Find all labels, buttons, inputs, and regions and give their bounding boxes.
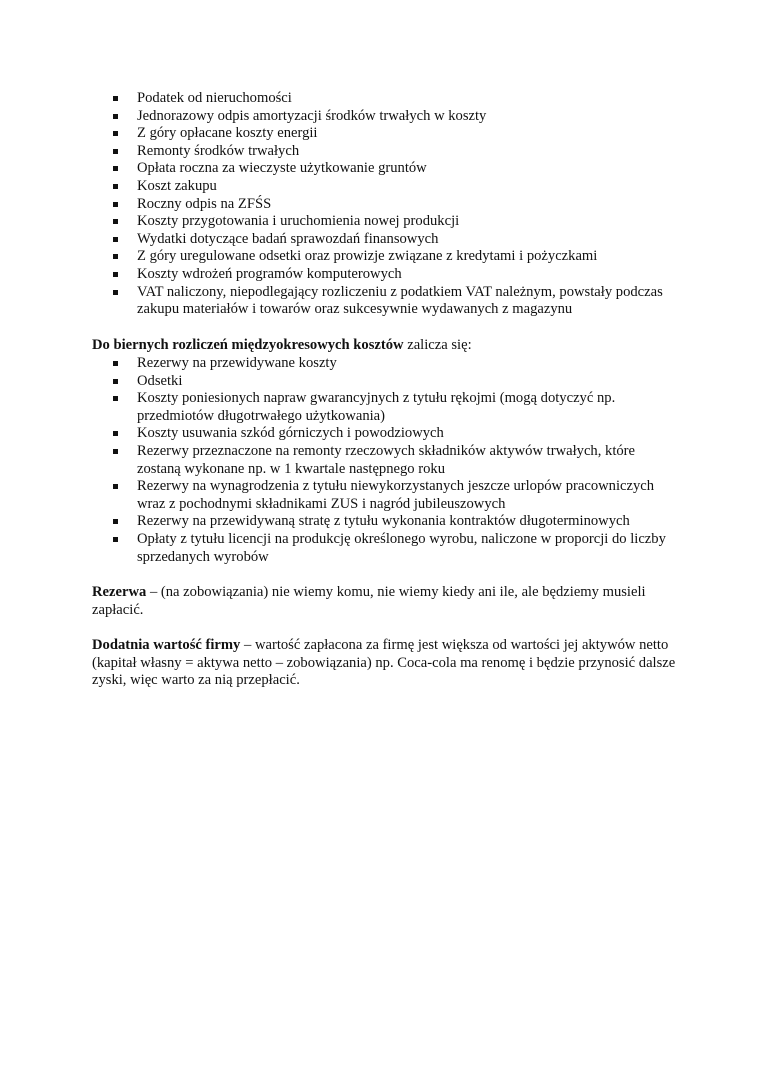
bullet-icon [113, 96, 118, 101]
bullet-icon [113, 219, 118, 224]
goodwill-term: Dodatnia wartość firmy [92, 637, 241, 653]
bullet-icon [113, 149, 118, 154]
bullet-icon [113, 254, 118, 259]
list-item: Remonty środków trwałych [113, 143, 673, 161]
list-item: Opłaty z tytułu licencji na produkcję określonego wyrobu, naliczone w proporcji do liczby sprzedanych wyrobów [113, 531, 673, 566]
list-item: Koszty przygotowania i uruchomienia nowej produkcji [113, 213, 673, 231]
bullet-icon [113, 202, 118, 207]
goodwill-text: – wartość zapłacona za firmę jest większa od wartości jej aktywów netto (kapitał własny = aktywa netto – zobowiązania) np. Coca-cola ma renomę i będzie przynosić dalsze zyski, więc warto za nią przepłacić. [92, 637, 676, 689]
section-heading-rest: zalicza się: [403, 337, 472, 353]
list-item: Koszty poniesionych napraw gwarancyjnych z tytułu rękojmi (mogą dotyczyć np. przedmiotów długotrwałego użytkowania) [113, 390, 673, 425]
list-item: Rezerwy przeznaczone na remonty rzeczowych składników aktywów trwałych, które zostaną wykonane np. w 1 kwartale następnego roku [113, 443, 673, 478]
list-item: Rezerwy na wynagrodzenia z tytułu niewykorzystanych jeszcze urlopów pracowniczych wraz z pochodnymi składnikami ZUS i nagród jubileuszowych [113, 478, 673, 513]
bullet-icon [113, 449, 118, 454]
rezerwa-text: – (na zobowiązania) nie wiemy komu, nie wiemy kiedy ani ile, ale będziemy musieli zapłacić. [92, 584, 646, 618]
rezerwa-term: Rezerwa [92, 584, 147, 600]
bullet-icon [113, 537, 118, 542]
bullet-icon [113, 361, 118, 366]
bullet-icon [113, 290, 118, 295]
list-item: Opłata roczna za wieczyste użytkowanie gruntów [113, 160, 673, 178]
goodwill-definition [92, 637, 682, 690]
bullet-icon [113, 396, 118, 401]
bullet-icon [113, 166, 118, 171]
bullet-icon [113, 184, 118, 189]
list-item: Odsetki [113, 373, 673, 391]
bullet-icon [113, 379, 118, 384]
list-item: Rezerwy na przewidywaną stratę z tytułu wykonania kontraktów długoterminowych [113, 513, 673, 531]
list-item: Roczny odpis na ZFŚS [113, 196, 673, 214]
list-item: Z góry opłacane koszty energii [113, 125, 673, 143]
cost-list-2 [113, 355, 673, 566]
bullet-icon [113, 272, 118, 277]
list-item: VAT naliczony, niepodlegający rozliczeniu z podatkiem VAT należnym, powstały podczas zakupu materiałów i towarów oraz sukcesywnie wydawanych z magazynu [113, 284, 673, 319]
bullet-icon [113, 114, 118, 119]
section-heading-bold: Do biernych rozliczeń międzyokresowych kosztów [92, 337, 404, 353]
bullet-icon [113, 131, 118, 136]
bullet-icon [113, 484, 118, 489]
list-item: Koszty usuwania szkód górniczych i powodziowych [113, 425, 673, 443]
list-item: Z góry uregulowane odsetki oraz prowizje związane z kredytami i pożyczkami [113, 248, 673, 266]
bullet-icon [113, 519, 118, 524]
bullet-icon [113, 237, 118, 242]
section-heading [92, 337, 682, 355]
bullet-icon [113, 431, 118, 436]
list-item: Podatek od nieruchomości [113, 90, 673, 108]
list-item: Wydatki dotyczące badań sprawozdań finansowych [113, 231, 673, 249]
cost-list-1 [113, 90, 673, 319]
list-item: Koszty wdrożeń programów komputerowych [113, 266, 673, 284]
rezerwa-definition [92, 584, 682, 619]
list-item: Jednorazowy odpis amortyzacji środków trwałych w koszty [113, 108, 673, 126]
list-item: Rezerwy na przewidywane koszty [113, 355, 673, 373]
list-item: Koszt zakupu [113, 178, 673, 196]
